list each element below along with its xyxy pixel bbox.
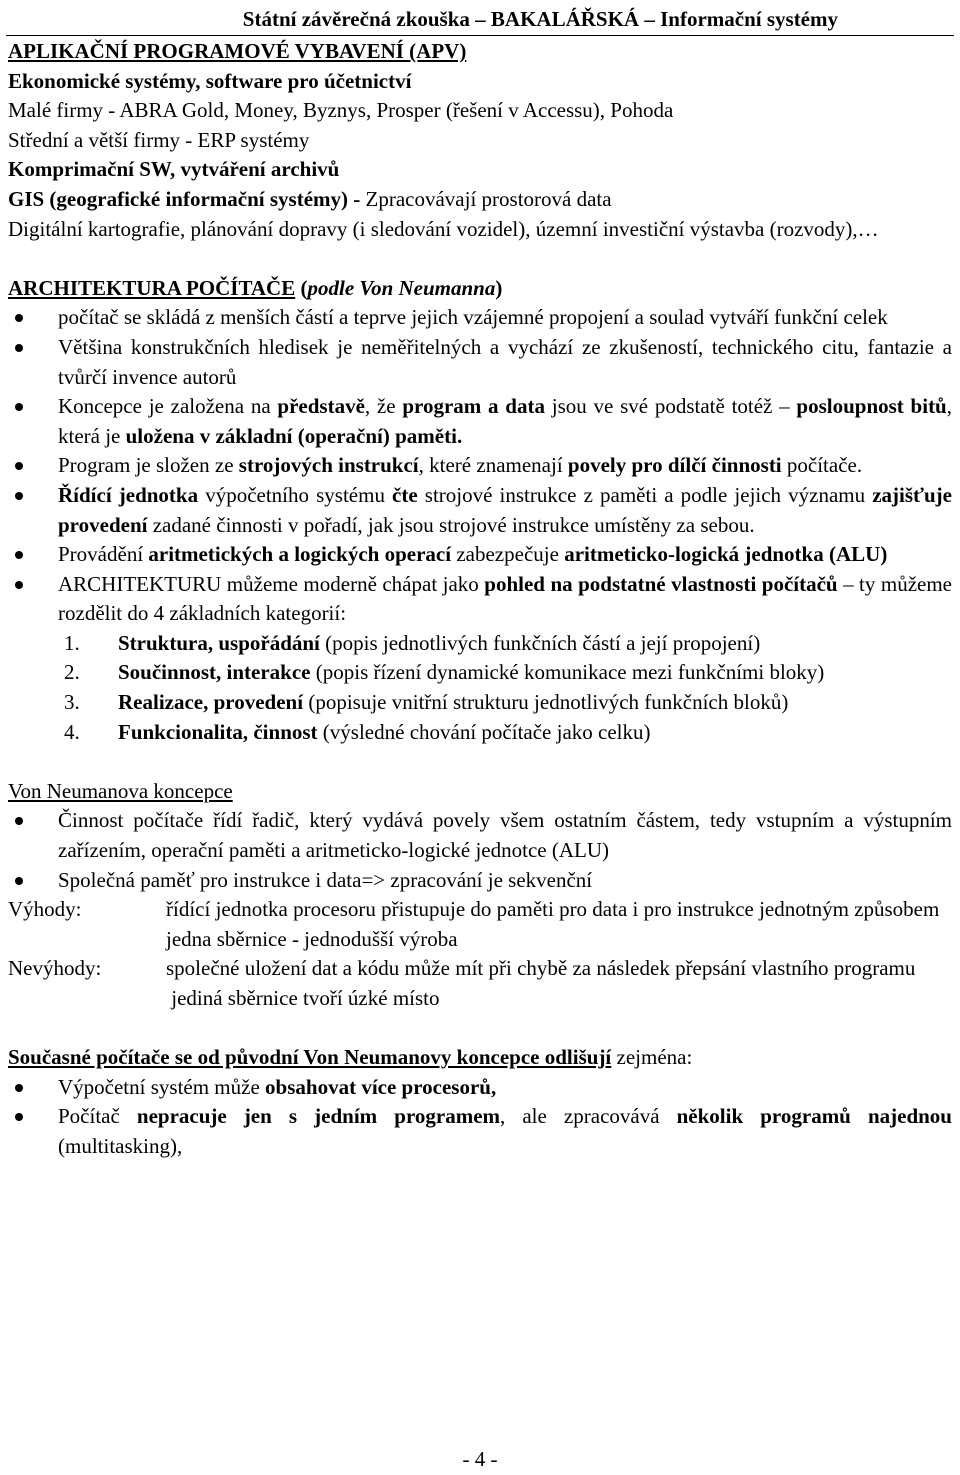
arch-heading — [8, 274, 952, 304]
arch-b3-t2: představě — [277, 394, 365, 419]
list-item — [8, 570, 952, 629]
arch-heading-paren-close: ) — [495, 275, 503, 300]
category-item — [64, 629, 952, 659]
arch-b3-t5: jsou ve své podstatě totéž – — [544, 394, 797, 419]
category-item — [64, 688, 952, 718]
list-item — [8, 866, 952, 896]
modern-b1-t1: Výpočetní systém může — [58, 1074, 266, 1099]
gis-bold: GIS (geografické informační systémy) - — [8, 186, 361, 211]
arch-b4-t2: strojových instrukcí — [238, 453, 419, 478]
category-number: 1. — [64, 630, 80, 655]
arch-b4-t1: Program je složen ze — [58, 453, 239, 478]
arch-b5-t5: zajišťuje provedení — [58, 482, 952, 537]
modern-heading-rest: zejména: — [611, 1045, 693, 1070]
arch-b3-t6: posloupnost bitů — [796, 394, 947, 419]
category-desc: (popisuje vnitřní strukturu jednotlivých funkčních bloků) — [303, 690, 789, 715]
arch-b6-t4: aritmeticko-logická jednotka (ALU) — [564, 542, 888, 567]
arch-b7-t2: můžeme moderně chápat jako — [221, 571, 485, 596]
category-desc: (popis jednotlivých funkčních částí a její propojení) — [319, 630, 761, 655]
page-header — [6, 6, 954, 36]
arch-heading-main: ARCHITEKTURA POČÍTAČE — [8, 275, 296, 300]
category-item — [64, 658, 952, 688]
cons-values — [166, 954, 952, 1013]
modern-b2-t2: nepracuje jen s jedním programem — [136, 1104, 501, 1129]
apv-heading: APLIKAČNÍ PROGRAMOVÉ VYBAVENÍ (APV) — [8, 39, 467, 63]
modern-heading-main: Současné počítače se od původní Von Neumanovy koncepce odlišují — [8, 1045, 612, 1070]
category-title: Struktura, uspořádání — [118, 630, 320, 655]
page-content — [8, 37, 952, 1162]
modern-list — [8, 1073, 952, 1162]
cons-label: Nevýhody: — [8, 956, 102, 981]
modern-b2-t3: , ale zpracovává — [500, 1104, 677, 1129]
pros-label: Výhody: — [8, 897, 82, 922]
pros-item: jedna sběrnice - jednodušší výroba — [166, 926, 458, 951]
pros-item: řídící jednotka procesoru přistupuje do paměti pro data i pro instrukce jednotným způsobem — [166, 897, 940, 922]
vn-heading: Von Neumanova koncepce — [8, 778, 233, 803]
arch-b4-t4: povely pro dílčí činnosti — [567, 453, 782, 478]
vn-list — [8, 806, 952, 895]
apv-gis — [8, 185, 952, 215]
category-title: Součinnost, interakce — [118, 660, 311, 685]
arch-b6-t1: Provádění — [58, 542, 149, 567]
arch-b1-text: počítač se skládá z menších částí a teprve jejich vzájemné propojení a soulad vytváří funkční celek — [58, 305, 888, 330]
arch-b3-t7: , která je — [58, 394, 952, 448]
modern-heading — [8, 1043, 952, 1073]
category-title: Realizace, provedení — [118, 690, 304, 715]
modern-b2-t5: (multitasking), — [58, 1133, 183, 1158]
arch-b7-t1: ARCHITEKTURU — [58, 571, 222, 596]
arch-b4-t5: počítače. — [781, 453, 863, 478]
arch-categories — [8, 629, 952, 747]
arch-b2-text: Většina konstrukčních hledisek je neměřitelných a vychází ze zkušeností, technického citu, fantazie a tvůrčí invence autorů — [58, 334, 952, 389]
list-item — [8, 1102, 952, 1161]
arch-b5-t3: čte — [392, 482, 418, 507]
category-desc: (popis řízení dynamické komunikace mezi funkčními bloky) — [310, 660, 825, 685]
cons-item: společné uložení dat a kódu může mít při chybě za následek přepsání vlastního programu — [166, 956, 916, 981]
arch-b5-t1: Řídící jednotka — [58, 482, 199, 507]
modern-b2-t1: Počítač — [58, 1104, 137, 1129]
arch-b3-t1: Koncepce je založena na — [58, 394, 278, 419]
category-desc: (výsledné chování počítače jako celku) — [317, 719, 651, 744]
apv-small-firms: Malé firmy - ABRA Gold, Money, Byznys, Prosper (řešení v Accessu), Pohoda — [8, 98, 674, 123]
arch-heading-italic: podle Von Neumanna — [307, 275, 496, 300]
list-item — [8, 1073, 952, 1103]
arch-b3-t9: . — [456, 423, 463, 448]
page-number: - 4 - — [462, 1447, 498, 1471]
category-number: 3. — [64, 690, 80, 715]
arch-b7-t3: pohled na podstatné vlastnosti počítačů — [484, 571, 838, 596]
vn-b2-text: Společná paměť pro instrukce i data=> zpracování je sekvenční — [58, 867, 593, 892]
arch-b6-t2: aritmetických a logických operací — [148, 542, 452, 567]
category-number: 4. — [64, 719, 80, 744]
list-item — [8, 333, 952, 392]
arch-b3-t4: program a data — [402, 394, 545, 419]
arch-b3-t3: , že — [364, 394, 403, 419]
list-item — [8, 451, 952, 481]
apv-econ: Ekonomické systémy, software pro účetnictví — [8, 68, 412, 93]
gis-rest: Zpracovávají prostorová data — [360, 186, 612, 211]
cons-item: jediná sběrnice tvoří úzké místo — [166, 986, 440, 1010]
apv-digital: Digitální kartografie, plánování dopravy (i sledování vozidel), územní investiční výstavba (rozvody),… — [8, 216, 879, 241]
pros-values — [166, 895, 952, 954]
list-item — [8, 540, 952, 570]
list-item — [8, 481, 952, 540]
arch-list — [8, 303, 952, 629]
list-item — [8, 392, 952, 451]
arch-b5-t6: zadané činnosti v pořadí, jak jsou strojové instrukce umístěny za sebou. — [147, 512, 755, 537]
apv-medium-firms: Střední a větší firmy - ERP systémy — [8, 127, 310, 152]
list-item — [8, 806, 952, 865]
header-title: Státní závěrečná zkouška – BAKALÁŘSKÁ – Informační systémy — [242, 7, 838, 31]
vn-cons — [8, 954, 952, 1013]
arch-b7-t4: – ty můžeme rozdělit do 4 základních kategorií: — [58, 571, 952, 626]
list-item — [8, 303, 952, 333]
arch-b5-t2: výpočetního systému — [198, 482, 393, 507]
arch-heading-paren-open: ( — [295, 275, 308, 300]
arch-b3-t8: uložena v základní (operační) paměti — [125, 423, 457, 448]
category-number: 2. — [64, 660, 80, 685]
category-title: Funkcionalita, činnost — [118, 719, 318, 744]
apv-compression: Komprimační SW, vytváření archivů — [8, 157, 340, 182]
arch-b5-t4: strojové instrukce z paměti a podle jejich významu — [417, 482, 873, 507]
arch-b6-t3: zabezpečuje — [451, 542, 565, 567]
vn-b1-text: Činnost počítače řídí řadič, který vydává povely všem ostatním částem, tedy vstupním a výstupním zařízením, operační paměti a aritmeticko-logické jednotce (ALU) — [58, 808, 952, 863]
modern-b1-t2: obsahovat více procesorů, — [265, 1074, 497, 1099]
vn-pros — [8, 895, 952, 954]
modern-b2-t4: několik programů najednou — [676, 1104, 952, 1129]
arch-b4-t3: , které znamenají — [418, 453, 568, 478]
category-item — [64, 718, 952, 748]
